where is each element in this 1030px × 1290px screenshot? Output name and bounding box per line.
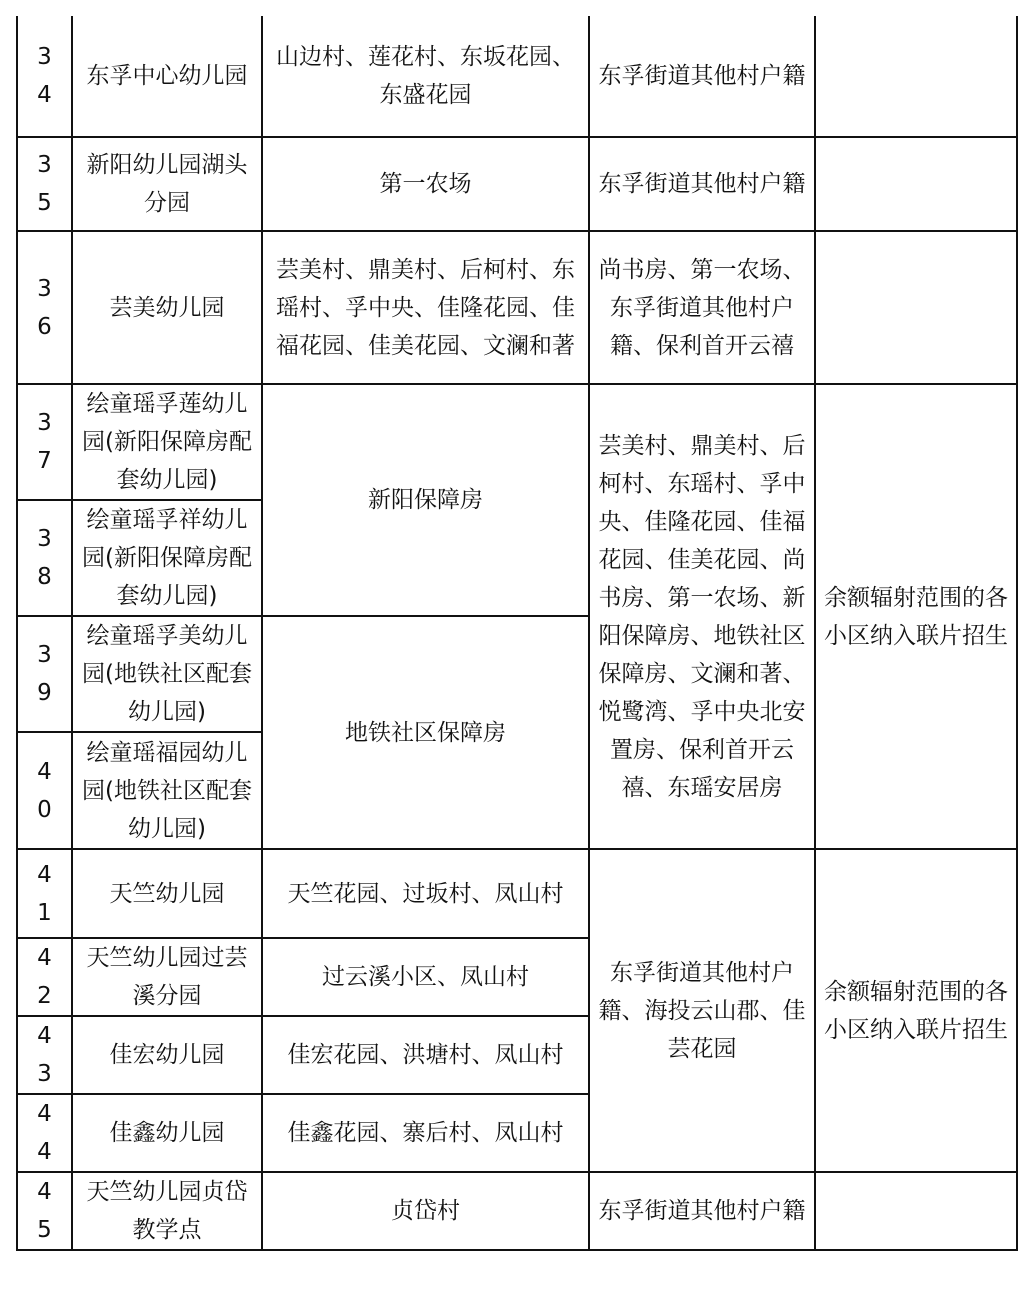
table-row	[17, 137, 1017, 231]
kindergarten-name: 新阳幼儿园湖头分园	[72, 137, 262, 231]
row-number: 4 0	[17, 732, 72, 849]
row-number: 3 9	[17, 616, 72, 732]
kindergarten-name: 绘童瑶福园幼儿园(地铁社区配套幼儿园)	[72, 732, 262, 849]
other-enrollment: 东孚街道其他村户籍	[589, 16, 815, 137]
kindergarten-name: 天竺幼儿园贞岱教学点	[72, 1172, 262, 1250]
remark: 余额辐射范围的各小区纳入联片招生	[815, 384, 1017, 849]
row-number: 3 5	[17, 137, 72, 231]
kindergarten-name: 芸美幼儿园	[72, 231, 262, 384]
row-number: 3 8	[17, 500, 72, 616]
other-enrollment: 东孚街道其他村户籍、海投云山郡、佳芸花园	[589, 849, 815, 1172]
row-number: 3 4	[17, 16, 72, 137]
service-area: 贞岱村	[262, 1172, 589, 1250]
remark	[815, 16, 1017, 137]
row-number: 4 1	[17, 849, 72, 938]
kindergarten-name: 天竺幼儿园过芸溪分园	[72, 938, 262, 1016]
table-row	[17, 16, 1017, 137]
service-area: 过云溪小区、凤山村	[262, 938, 589, 1016]
kindergarten-name: 绘童瑶孚美幼儿园(地铁社区配套幼儿园)	[72, 616, 262, 732]
other-enrollment: 东孚街道其他村户籍	[589, 137, 815, 231]
remark	[815, 1172, 1017, 1250]
kindergarten-name: 绘童瑶孚祥幼儿园(新阳保障房配套幼儿园)	[72, 500, 262, 616]
service-area: 地铁社区保障房	[262, 616, 589, 849]
row-number: 3 7	[17, 384, 72, 500]
other-enrollment: 芸美村、鼎美村、后柯村、东瑶村、孚中央、佳隆花园、佳福花园、佳美花园、尚书房、第一农场、新阳保障房、地铁社区保障房、文澜和著、悦鹭湾、孚中央北安置房、保利首开云禧、东瑶安居房	[589, 384, 815, 849]
other-enrollment: 尚书房、第一农场、东孚街道其他村户籍、保利首开云禧	[589, 231, 815, 384]
row-number: 4 2	[17, 938, 72, 1016]
kindergarten-name: 东孚中心幼儿园	[72, 16, 262, 137]
kindergarten-name: 天竺幼儿园	[72, 849, 262, 938]
kindergarten-name: 绘童瑶孚莲幼儿园(新阳保障房配套幼儿园)	[72, 384, 262, 500]
other-enrollment: 东孚街道其他村户籍	[589, 1172, 815, 1250]
row-number: 4 3	[17, 1016, 72, 1094]
service-area: 山边村、莲花村、东坂花园、东盛花园	[262, 16, 589, 137]
row-number: 3 6	[17, 231, 72, 384]
service-area: 天竺花园、过坂村、凤山村	[262, 849, 589, 938]
service-area: 佳宏花园、洪塘村、凤山村	[262, 1016, 589, 1094]
remark: 余额辐射范围的各小区纳入联片招生	[815, 849, 1017, 1172]
table-row	[17, 231, 1017, 384]
row-number: 4 5	[17, 1172, 72, 1250]
service-area: 芸美村、鼎美村、后柯村、东瑶村、孚中央、佳隆花园、佳福花园、佳美花园、文澜和著	[262, 231, 589, 384]
service-area: 新阳保障房	[262, 384, 589, 616]
enrollment-table	[16, 16, 1018, 1251]
kindergarten-name: 佳鑫幼儿园	[72, 1094, 262, 1172]
remark	[815, 137, 1017, 231]
row-number: 4 4	[17, 1094, 72, 1172]
table-row	[17, 1172, 1017, 1250]
table-row	[17, 384, 1017, 500]
table-row	[17, 849, 1017, 938]
remark	[815, 231, 1017, 384]
service-area: 佳鑫花园、寨后村、凤山村	[262, 1094, 589, 1172]
kindergarten-name: 佳宏幼儿园	[72, 1016, 262, 1094]
service-area: 第一农场	[262, 137, 589, 231]
